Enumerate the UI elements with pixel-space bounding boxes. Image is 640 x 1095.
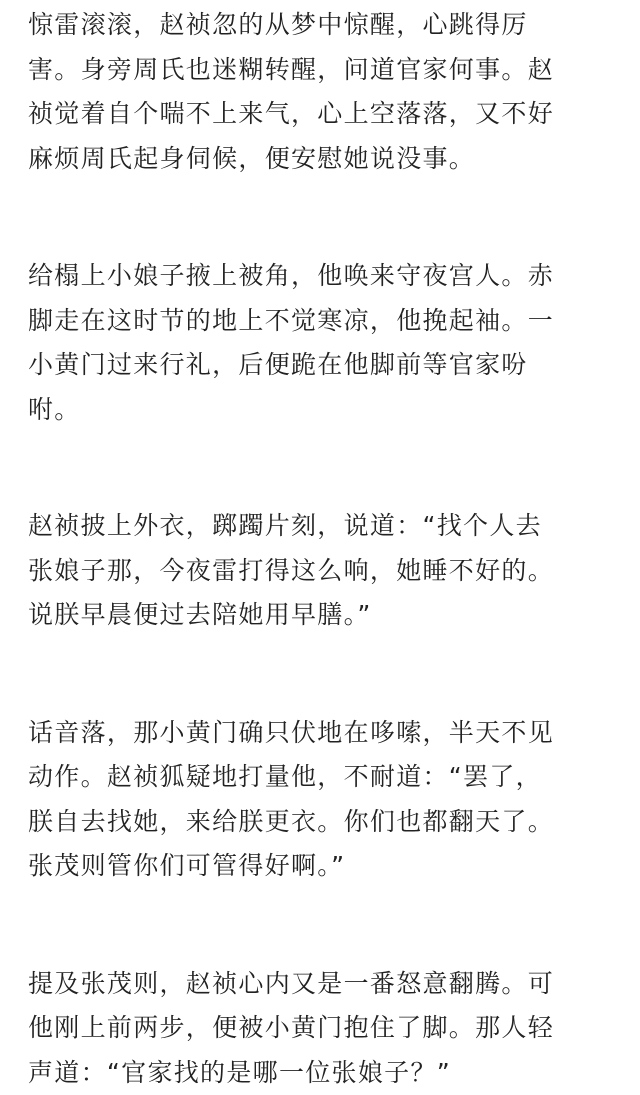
paragraph: 给榻上小娘子掖上被角，他唤来守夜宫人。赤 脚走在这时节的地上不觉寒凉，他挽起袖。一 小黄门过来行礼，后便跪在他脚前等官家吩 咐。 (28, 254, 618, 432)
paragraph: 话音落，那小黄门确只伏地在哆嗦，半天不见 动作。赵祯狐疑地打量他，不耐道：“罢了， 朕自去找她，来给朕更衣。你们也都翻天了。 张茂则管你们可管得好啊。” (28, 711, 618, 889)
paragraph: 提及张茂则，赵祯心内又是一番怒意翻腾。可 他刚上前两步，便被小黄门抱住了脚。那人轻 声道：“官家找的是哪一位张娘子？” (28, 962, 618, 1095)
paragraph: 惊雷滚滚，赵祯忽的从梦中惊醒，心跳得厉 害。身旁周氏也迷糊转醒，问道官家何事。赵 祯觉着自个喘不上来气，心上空落落，又不好 麻烦周氏起身伺候，便安慰她说没事。 (28, 0, 618, 181)
article-body (28, 0, 618, 1095)
paragraph: 赵祯披上外衣，踯躅片刻，说道：“找个人去 张娘子那，今夜雷打得这么响，她睡不好的。 说朕早晨便过去陪她用早膳。” (28, 504, 618, 638)
